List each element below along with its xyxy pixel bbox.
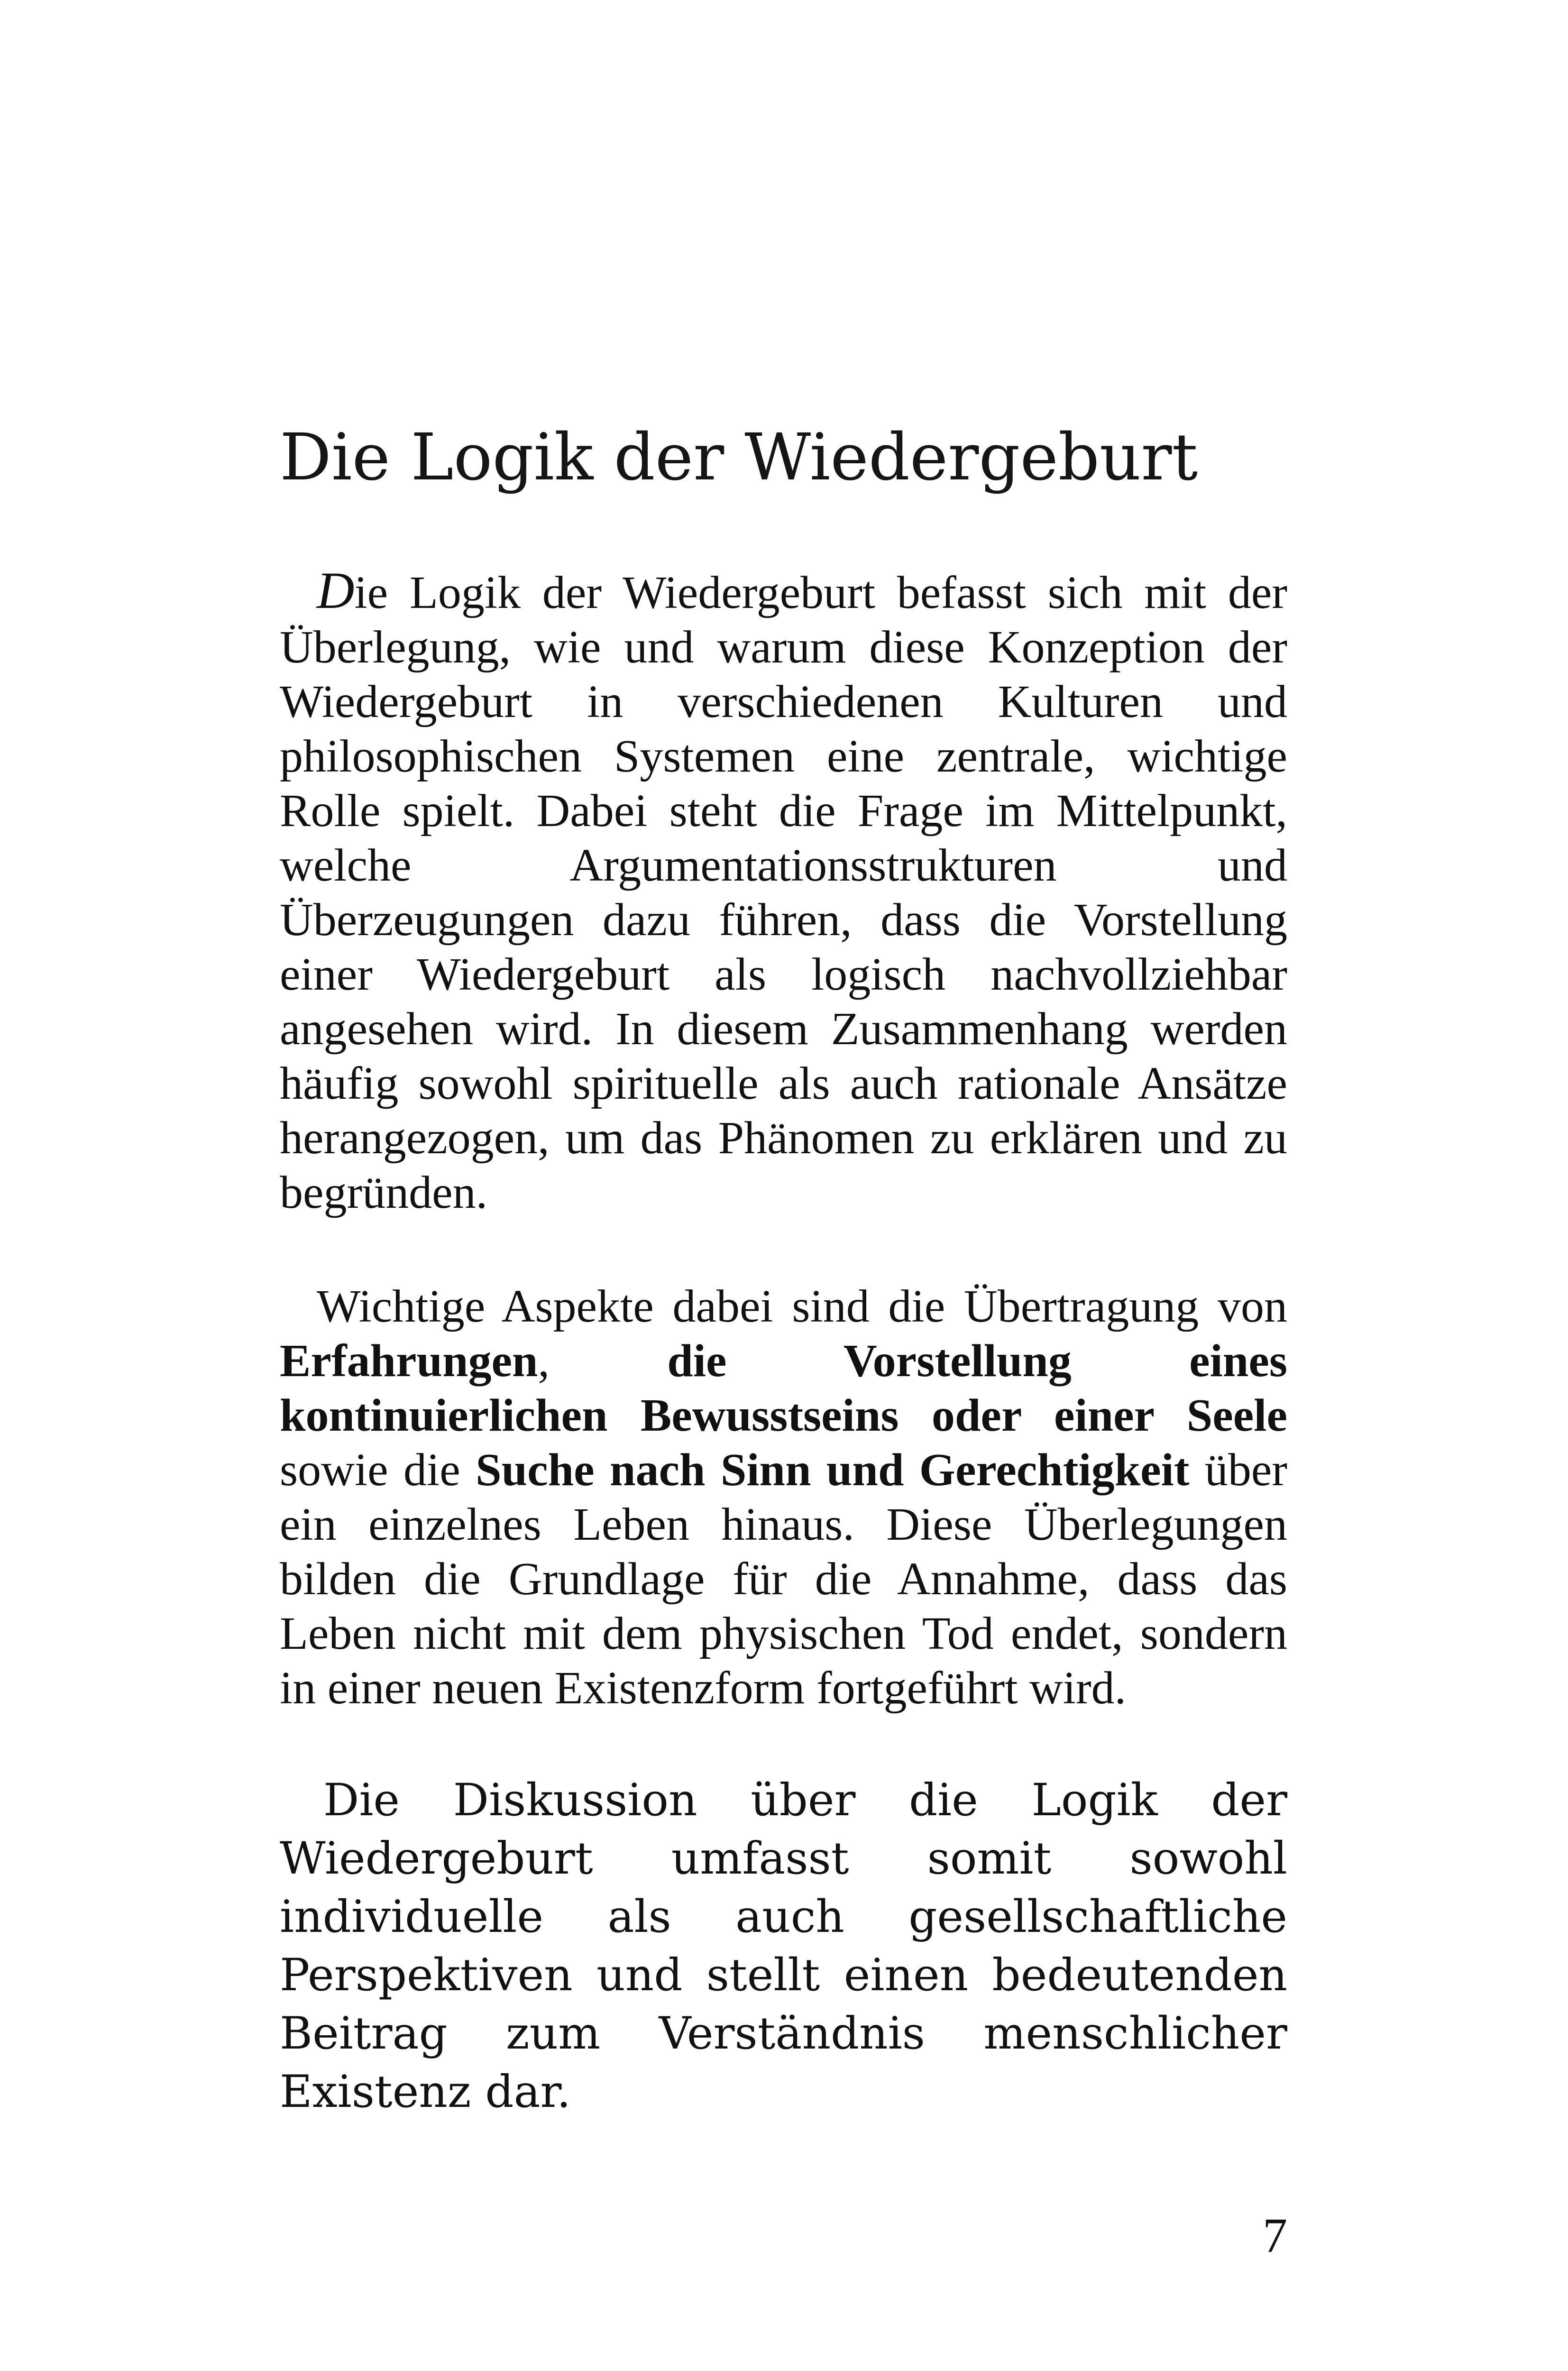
paragraph-2-intro: Wichtige Aspekte dabei sind die Übertragung von	[317, 1281, 1287, 1332]
paragraph-1	[280, 563, 1287, 1220]
paragraph-2-rest: über ein einzelnes Leben hinaus. Diese Überlegungen bilden die Grundlage für die Annahme, dass das Leben nicht mit dem physischen Tod endet, sondern in einer neuen Existenzform fortgeführt wird.	[280, 1444, 1287, 1714]
emphasis-continuous-consciousness: die Vorstellung eines kontinuierlichen Bewusstseins oder einer Seele	[280, 1335, 1287, 1441]
chapter-title: Die Logik der Wiedergeburt	[280, 420, 1198, 495]
emphasis-experiences: Erfahrungen	[280, 1335, 538, 1387]
paragraph-1-text: ie Logik der Wiedergeburt befasst sich mit der Überlegung, wie und warum diese Konzeption der Wiedergeburt in verschiedenen Kulturen und philosophischen Systemen eine zentrale, wichtige Rolle spielt. Dabei steht die Frage im Mittelpunkt, welche Argumentationsstrukturen und Überzeugungen dazu führen, dass die Vorstellung einer Wiedergeburt als logisch nachvollziehbar angesehen wird. In diesem Zusammenhang werden häufig sowohl spirituelle als auch rationale Ansätze herangezogen, um das Phänomen zu erklären und zu begründen.	[280, 567, 1287, 1218]
paragraph-2-separator: ,	[538, 1335, 668, 1387]
decorative-initial: D	[317, 561, 355, 619]
emphasis-search-for-meaning: Suche nach Sinn und Gerechtigkeit	[476, 1444, 1190, 1496]
paragraph-3-text: Die Diskussion über die Logik der Wiedergeburt umfasst somit sowohl individuelle als auch gesellschaftliche Perspektiven und stellt einen bedeutenden Beitrag zum Verständnis menschlicher Existenz dar.	[280, 1774, 1287, 2118]
paragraph-2	[280, 1279, 1287, 1716]
paragraph-2-middle: sowie die	[280, 1444, 476, 1496]
page-number: 7	[1263, 2208, 1287, 2263]
paragraph-3	[280, 1771, 1287, 2121]
